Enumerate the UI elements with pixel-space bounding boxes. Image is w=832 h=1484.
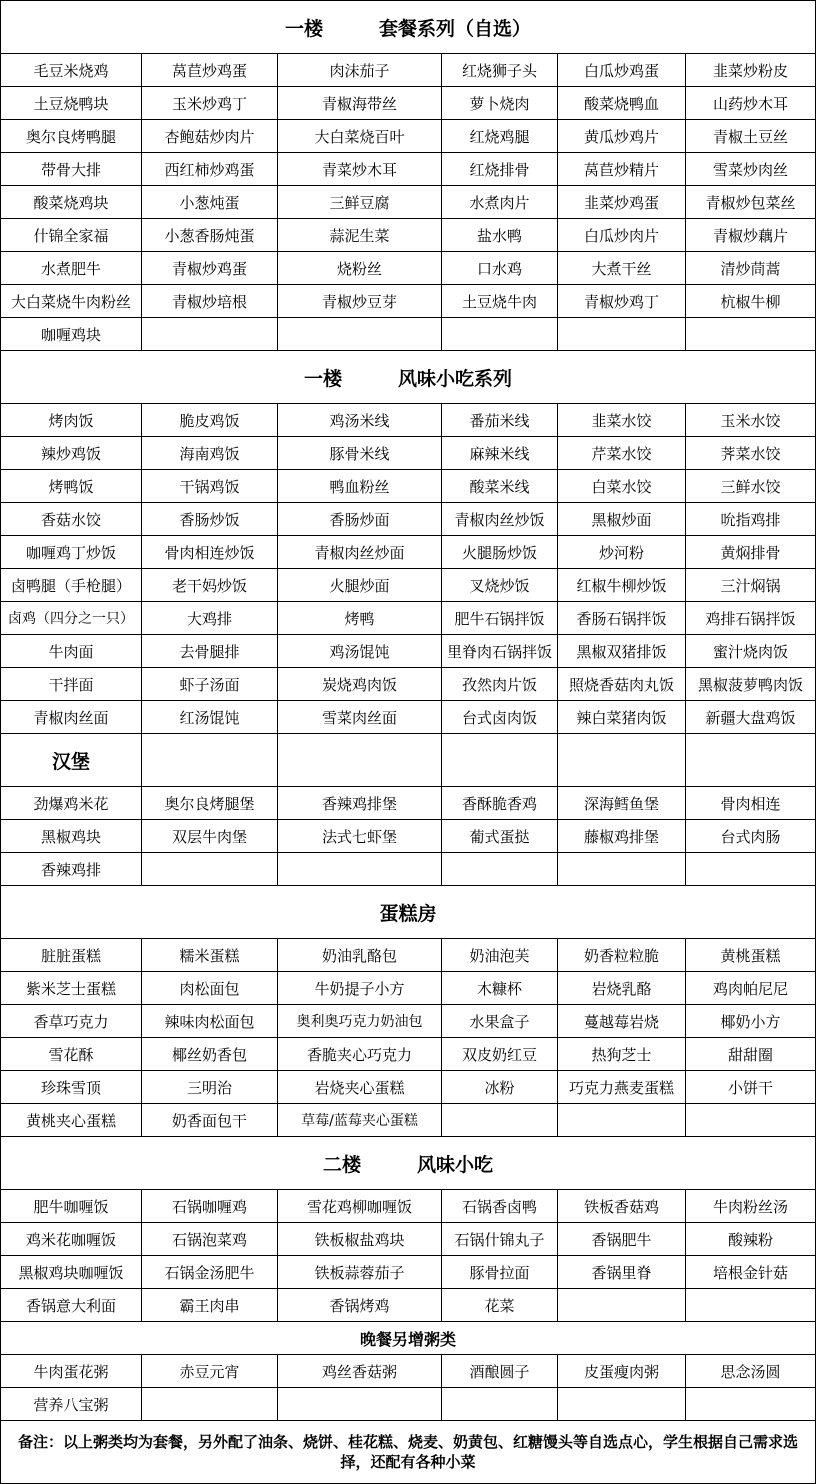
menu-item: 牛肉面 xyxy=(1,635,142,668)
menu-row xyxy=(1,219,816,252)
menu-item: 辣炒鸡饭 xyxy=(1,437,142,470)
menu-item: 三鲜豆腐 xyxy=(278,186,442,219)
menu-item: 韭菜炒鸡蛋 xyxy=(558,186,686,219)
menu-item: 双层牛肉堡 xyxy=(142,820,278,853)
menu-item: 雪菜炒肉丝 xyxy=(686,153,816,186)
menu-item: 卤鸭腿（手枪腿） xyxy=(1,569,142,602)
menu-row xyxy=(1,318,816,351)
menu-item: 黄焖排骨 xyxy=(686,536,816,569)
menu-row xyxy=(1,1256,816,1289)
menu-item: 鸡米花咖喱饭 xyxy=(1,1223,142,1256)
menu-item: 香草巧克力 xyxy=(1,1005,142,1038)
menu-item: 青椒肉丝炒饭 xyxy=(442,503,558,536)
empty-cell xyxy=(278,318,442,351)
menu-item: 水煮肉片 xyxy=(442,186,558,219)
menu-item: 黑椒炒面 xyxy=(558,503,686,536)
menu-item: 小葱炖蛋 xyxy=(142,186,278,219)
menu-item: 肉沫茄子 xyxy=(278,54,442,87)
section-title xyxy=(1,886,816,939)
menu-item: 冰粉 xyxy=(442,1071,558,1104)
menu-item: 肥牛石锅拌饭 xyxy=(442,602,558,635)
menu-item: 椰丝奶香包 xyxy=(142,1038,278,1071)
section-title xyxy=(1,1322,816,1355)
menu-item: 青菜炒木耳 xyxy=(278,153,442,186)
menu-item: 酸菜烧鸭血 xyxy=(558,87,686,120)
menu-item: 烤肉饭 xyxy=(1,404,142,437)
menu-row xyxy=(1,1104,816,1137)
empty-cell xyxy=(278,734,442,787)
menu-item: 奥尔良烤鸭腿 xyxy=(1,120,142,153)
menu-item: 青椒炒藕片 xyxy=(686,219,816,252)
empty-cell xyxy=(686,318,816,351)
menu-item: 雪花酥 xyxy=(1,1038,142,1071)
menu-item: 酸辣粉 xyxy=(686,1223,816,1256)
menu-item: 石锅香卤鸭 xyxy=(442,1190,558,1223)
menu-item: 雪花鸡柳咖喱饭 xyxy=(278,1190,442,1223)
menu-item: 紫米芝士蛋糕 xyxy=(1,972,142,1005)
menu-item: 干锅鸡饭 xyxy=(142,470,278,503)
menu-item: 老干妈炒饭 xyxy=(142,569,278,602)
menu-item: 台式卤肉饭 xyxy=(442,701,558,734)
menu-item: 肉松面包 xyxy=(142,972,278,1005)
menu-item: 口水鸡 xyxy=(442,252,558,285)
menu-item: 椰奶小方 xyxy=(686,1005,816,1038)
menu-item: 香锅肥牛 xyxy=(558,1223,686,1256)
menu-row xyxy=(1,569,816,602)
menu-item: 法式七虾堡 xyxy=(278,820,442,853)
menu-item: 烤鸭 xyxy=(278,602,442,635)
menu-row xyxy=(1,437,816,470)
empty-cell xyxy=(686,853,816,886)
menu-row xyxy=(1,635,816,668)
menu-item: 小饼干 xyxy=(686,1071,816,1104)
empty-cell xyxy=(558,853,686,886)
empty-cell xyxy=(278,1388,442,1421)
menu-item: 三鲜水饺 xyxy=(686,470,816,503)
menu-item: 香锅烤鸡 xyxy=(278,1289,442,1322)
menu-item: 骨肉相连 xyxy=(686,787,816,820)
menu-item: 牛奶提子小方 xyxy=(278,972,442,1005)
menu-item: 青椒炒豆芽 xyxy=(278,285,442,318)
menu-item: 青椒炒鸡丁 xyxy=(558,285,686,318)
menu-item: 炒河粉 xyxy=(558,536,686,569)
empty-cell xyxy=(558,1104,686,1137)
menu-item: 奶香面包干 xyxy=(142,1104,278,1137)
menu-item: 玉米炒鸡丁 xyxy=(142,87,278,120)
menu-item: 青椒肉丝炒面 xyxy=(278,536,442,569)
empty-cell xyxy=(686,1104,816,1137)
menu-item: 白瓜炒鸡蛋 xyxy=(558,54,686,87)
menu-item: 土豆烧牛肉 xyxy=(442,285,558,318)
menu-item: 青椒海带丝 xyxy=(278,87,442,120)
menu-item: 什锦全家福 xyxy=(1,219,142,252)
menu-item: 杏鲍菇炒肉片 xyxy=(142,120,278,153)
menu-item: 奥尔良烤腿堡 xyxy=(142,787,278,820)
menu-item: 酸菜米线 xyxy=(442,470,558,503)
menu-item: 奥利奥巧克力奶油包 xyxy=(278,1005,442,1038)
menu-item: 鸡汤米线 xyxy=(278,404,442,437)
menu-row xyxy=(1,285,816,318)
menu-item: 奶油泡芙 xyxy=(442,939,558,972)
menu-item: 铁板蒜蓉茄子 xyxy=(278,1256,442,1289)
menu-item: 虾子汤面 xyxy=(142,668,278,701)
menu-item: 脆皮鸡饭 xyxy=(142,404,278,437)
menu-item: 三明治 xyxy=(142,1071,278,1104)
menu-item: 大白菜烧百叶 xyxy=(278,120,442,153)
menu-item: 叉烧炒饭 xyxy=(442,569,558,602)
menu-item: 鸡汤馄饨 xyxy=(278,635,442,668)
menu-item: 石锅金汤肥牛 xyxy=(142,1256,278,1289)
menu-item: 萝卜烧肉 xyxy=(442,87,558,120)
menu-item: 酸菜烧鸡块 xyxy=(1,186,142,219)
empty-cell xyxy=(142,1388,278,1421)
empty-cell xyxy=(686,1289,816,1322)
menu-item: 韭菜炒粉皮 xyxy=(686,54,816,87)
menu-row xyxy=(1,536,816,569)
section-title-part: 晚餐另增粥类 xyxy=(359,1329,456,1349)
menu-row xyxy=(1,186,816,219)
menu-row xyxy=(1,1289,816,1322)
menu-item: 白菜水饺 xyxy=(558,470,686,503)
menu-item: 荠菜水饺 xyxy=(686,437,816,470)
section-title xyxy=(1,1,816,54)
menu-item: 青椒土豆丝 xyxy=(686,120,816,153)
menu-item: 去骨腿排 xyxy=(142,635,278,668)
menu-item: 红汤馄饨 xyxy=(142,701,278,734)
menu-item: 大白菜烧牛肉粉丝 xyxy=(1,285,142,318)
menu-item: 鸡排石锅拌饭 xyxy=(686,602,816,635)
section-header-row xyxy=(1,734,816,787)
menu-item: 石锅什锦丸子 xyxy=(442,1223,558,1256)
menu-item: 蜜汁烧肉饭 xyxy=(686,635,816,668)
menu-item: 鸡丝香菇粥 xyxy=(278,1355,442,1388)
menu-item: 土豆烧鸭块 xyxy=(1,87,142,120)
menu-item: 大鸡排 xyxy=(142,602,278,635)
menu-item: 水煮肥牛 xyxy=(1,252,142,285)
menu-item: 蔓越莓岩烧 xyxy=(558,1005,686,1038)
empty-cell xyxy=(278,853,442,886)
menu-item: 藤椒鸡排堡 xyxy=(558,820,686,853)
menu-item: 霸王肉串 xyxy=(142,1289,278,1322)
menu-item: 草莓/蓝莓夹心蛋糕 xyxy=(278,1104,442,1137)
menu-item: 芹菜水饺 xyxy=(558,437,686,470)
section-title xyxy=(1,1137,816,1190)
menu-item: 珍珠雪顶 xyxy=(1,1071,142,1104)
menu-item: 大煮干丝 xyxy=(558,252,686,285)
section-header-row xyxy=(1,1,816,54)
menu-item: 香辣鸡排堡 xyxy=(278,787,442,820)
menu-item: 莴苣炒精片 xyxy=(558,153,686,186)
empty-cell xyxy=(558,318,686,351)
empty-cell xyxy=(686,1388,816,1421)
menu-item: 吮指鸡排 xyxy=(686,503,816,536)
menu-item: 黑椒菠萝鸭肉饭 xyxy=(686,668,816,701)
menu-item: 清炒茼蒿 xyxy=(686,252,816,285)
menu-item: 甜甜圈 xyxy=(686,1038,816,1071)
empty-cell xyxy=(142,853,278,886)
menu-item: 孜然肉片饭 xyxy=(442,668,558,701)
empty-cell xyxy=(558,734,686,787)
section-header-row xyxy=(1,1137,816,1190)
menu-item: 带骨大排 xyxy=(1,153,142,186)
menu-item: 鸭血粉丝 xyxy=(278,470,442,503)
menu-item: 蒜泥生菜 xyxy=(278,219,442,252)
menu-item: 脏脏蛋糕 xyxy=(1,939,142,972)
menu-item: 黄桃夹心蛋糕 xyxy=(1,1104,142,1137)
section-title-part: 风味小吃系列 xyxy=(398,367,513,390)
menu-item: 番茄米线 xyxy=(442,404,558,437)
menu-item: 火腿肠炒饭 xyxy=(442,536,558,569)
menu-row xyxy=(1,853,816,886)
menu-item: 黄桃蛋糕 xyxy=(686,939,816,972)
menu-item: 豚骨米线 xyxy=(278,437,442,470)
menu-item: 石锅泡菜鸡 xyxy=(142,1223,278,1256)
menu-row xyxy=(1,701,816,734)
menu-item: 卤鸡（四分之一只） xyxy=(1,602,142,635)
menu-item: 红烧狮子头 xyxy=(442,54,558,87)
empty-cell xyxy=(142,734,278,787)
menu-item: 思念汤圆 xyxy=(686,1355,816,1388)
menu-item: 咖喱鸡丁炒饭 xyxy=(1,536,142,569)
menu-row xyxy=(1,939,816,972)
section-title xyxy=(1,734,142,787)
menu-item: 香肠炒饭 xyxy=(142,503,278,536)
menu-item: 酒酿圆子 xyxy=(442,1355,558,1388)
section-title-part: 汉堡 xyxy=(51,750,90,773)
menu-item: 水果盒子 xyxy=(442,1005,558,1038)
menu-row xyxy=(1,787,816,820)
menu-item: 骨肉相连炒饭 xyxy=(142,536,278,569)
menu-item: 西红柿炒鸡蛋 xyxy=(142,153,278,186)
menu-item: 奶香粒粒脆 xyxy=(558,939,686,972)
menu-item: 青椒炒鸡蛋 xyxy=(142,252,278,285)
menu-item: 营养八宝粥 xyxy=(1,1388,142,1421)
menu-item: 黄瓜炒鸡片 xyxy=(558,120,686,153)
menu-item: 炭烧鸡肉饭 xyxy=(278,668,442,701)
menu-row xyxy=(1,602,816,635)
menu-row xyxy=(1,972,816,1005)
menu-item: 双皮奶红豆 xyxy=(442,1038,558,1071)
menu-item: 玉米水饺 xyxy=(686,404,816,437)
menu-item: 香脆夹心巧克力 xyxy=(278,1038,442,1071)
section-title xyxy=(1,351,816,404)
menu-item: 辣味肉松面包 xyxy=(142,1005,278,1038)
menu-row xyxy=(1,1005,816,1038)
menu-item: 干拌面 xyxy=(1,668,142,701)
menu-item: 香锅里脊 xyxy=(558,1256,686,1289)
menu-item: 盐水鸭 xyxy=(442,219,558,252)
menu-item: 岩烧乳酪 xyxy=(558,972,686,1005)
menu-item: 咖喱鸡块 xyxy=(1,318,142,351)
menu-row xyxy=(1,1223,816,1256)
menu-row xyxy=(1,120,816,153)
menu-item: 香酥脆香鸡 xyxy=(442,787,558,820)
menu-item: 劲爆鸡米花 xyxy=(1,787,142,820)
menu-item: 香肠石锅拌饭 xyxy=(558,602,686,635)
menu-item: 青椒肉丝面 xyxy=(1,701,142,734)
menu-item: 红烧鸡腿 xyxy=(442,120,558,153)
menu-item: 牛肉蛋花粥 xyxy=(1,1355,142,1388)
menu-item: 小葱香肠炖蛋 xyxy=(142,219,278,252)
menu-row xyxy=(1,503,816,536)
footnote: 备注：以上粥类均为套餐，另外配了油条、烧饼、桂花糕、烧麦、奶黄包、红糖馒头等自选点心，学生根据自己需求选择，还配有各种小菜 xyxy=(1,1421,816,1484)
menu-row xyxy=(1,1190,816,1223)
menu-item: 香肠炒面 xyxy=(278,503,442,536)
menu-item: 韭菜水饺 xyxy=(558,404,686,437)
menu-item: 里脊肉石锅拌饭 xyxy=(442,635,558,668)
empty-cell xyxy=(442,734,558,787)
menu-item: 铁板香菇鸡 xyxy=(558,1190,686,1223)
menu-item: 热狗芝士 xyxy=(558,1038,686,1071)
menu-item: 烤鸭饭 xyxy=(1,470,142,503)
empty-cell xyxy=(442,1104,558,1137)
menu-item: 烧粉丝 xyxy=(278,252,442,285)
menu-item: 豚骨拉面 xyxy=(442,1256,558,1289)
menu-row xyxy=(1,404,816,437)
menu-item: 花菜 xyxy=(442,1289,558,1322)
menu-item: 莴苣炒鸡蛋 xyxy=(142,54,278,87)
menu-item: 赤豆元宵 xyxy=(142,1355,278,1388)
menu-item: 木糠杯 xyxy=(442,972,558,1005)
section-title-part: 一楼 xyxy=(303,367,342,390)
section-title-part: 蛋糕房 xyxy=(379,902,437,925)
section-header-row xyxy=(1,1322,816,1355)
menu-item: 新疆大盘鸡饭 xyxy=(686,701,816,734)
menu-item: 肥牛咖喱饭 xyxy=(1,1190,142,1223)
menu-row xyxy=(1,1355,816,1388)
menu-item: 鸡肉帕尼尼 xyxy=(686,972,816,1005)
menu-item: 铁板椒盐鸡块 xyxy=(278,1223,442,1256)
empty-cell xyxy=(442,1388,558,1421)
menu-item: 牛肉粉丝汤 xyxy=(686,1190,816,1223)
menu-item: 海南鸡饭 xyxy=(142,437,278,470)
section-title-part: 二楼 xyxy=(322,1153,361,1176)
menu-item: 香菇水饺 xyxy=(1,503,142,536)
menu-item: 黑椒鸡块咖喱饭 xyxy=(1,1256,142,1289)
menu-row xyxy=(1,470,816,503)
menu-item: 奶油乳酪包 xyxy=(278,939,442,972)
menu-item: 红烧排骨 xyxy=(442,153,558,186)
menu-row xyxy=(1,1038,816,1071)
menu-item: 山药炒木耳 xyxy=(686,87,816,120)
note-row xyxy=(1,1421,816,1484)
menu-item: 香辣鸡排 xyxy=(1,853,142,886)
menu-row xyxy=(1,1388,816,1421)
menu-row xyxy=(1,668,816,701)
menu-item: 青椒炒包菜丝 xyxy=(686,186,816,219)
menu-item: 培根金针菇 xyxy=(686,1256,816,1289)
menu-item: 台式肉肠 xyxy=(686,820,816,853)
menu-item: 皮蛋瘦肉粥 xyxy=(558,1355,686,1388)
menu-item: 深海鳕鱼堡 xyxy=(558,787,686,820)
menu-row xyxy=(1,252,816,285)
empty-cell xyxy=(558,1289,686,1322)
section-title-part: 一楼 xyxy=(284,17,323,40)
menu-item: 毛豆米烧鸡 xyxy=(1,54,142,87)
menu-item: 白瓜炒肉片 xyxy=(558,219,686,252)
menu-item: 岩烧夹心蛋糕 xyxy=(278,1071,442,1104)
menu-item: 杭椒牛柳 xyxy=(686,285,816,318)
menu-item: 辣白菜猪肉饭 xyxy=(558,701,686,734)
menu-item: 黑椒鸡块 xyxy=(1,820,142,853)
menu-row xyxy=(1,820,816,853)
menu-item: 火腿炒面 xyxy=(278,569,442,602)
section-header-row xyxy=(1,886,816,939)
menu-item: 香锅意大利面 xyxy=(1,1289,142,1322)
menu-row xyxy=(1,87,816,120)
menu-item: 麻辣米线 xyxy=(442,437,558,470)
menu-item: 黑椒双猪排饭 xyxy=(558,635,686,668)
menu-item: 糯米蛋糕 xyxy=(142,939,278,972)
menu-item: 红椒牛柳炒饭 xyxy=(558,569,686,602)
menu-item: 照烧香菇肉丸饭 xyxy=(558,668,686,701)
menu-item: 巧克力燕麦蛋糕 xyxy=(558,1071,686,1104)
menu-row xyxy=(1,153,816,186)
menu-item: 三汁焖锅 xyxy=(686,569,816,602)
menu-item: 石锅咖喱鸡 xyxy=(142,1190,278,1223)
empty-cell xyxy=(686,734,816,787)
empty-cell xyxy=(558,1388,686,1421)
section-header-row xyxy=(1,351,816,404)
menu-item: 青椒炒培根 xyxy=(142,285,278,318)
menu-row xyxy=(1,54,816,87)
menu-item: 葡式蛋挞 xyxy=(442,820,558,853)
menu-row xyxy=(1,1071,816,1104)
empty-cell xyxy=(142,318,278,351)
section-title-part: 套餐系列（自选） xyxy=(379,17,532,40)
empty-cell xyxy=(442,318,558,351)
menu-item: 雪菜肉丝面 xyxy=(278,701,442,734)
empty-cell xyxy=(442,853,558,886)
section-title-part: 风味小吃 xyxy=(417,1153,494,1176)
